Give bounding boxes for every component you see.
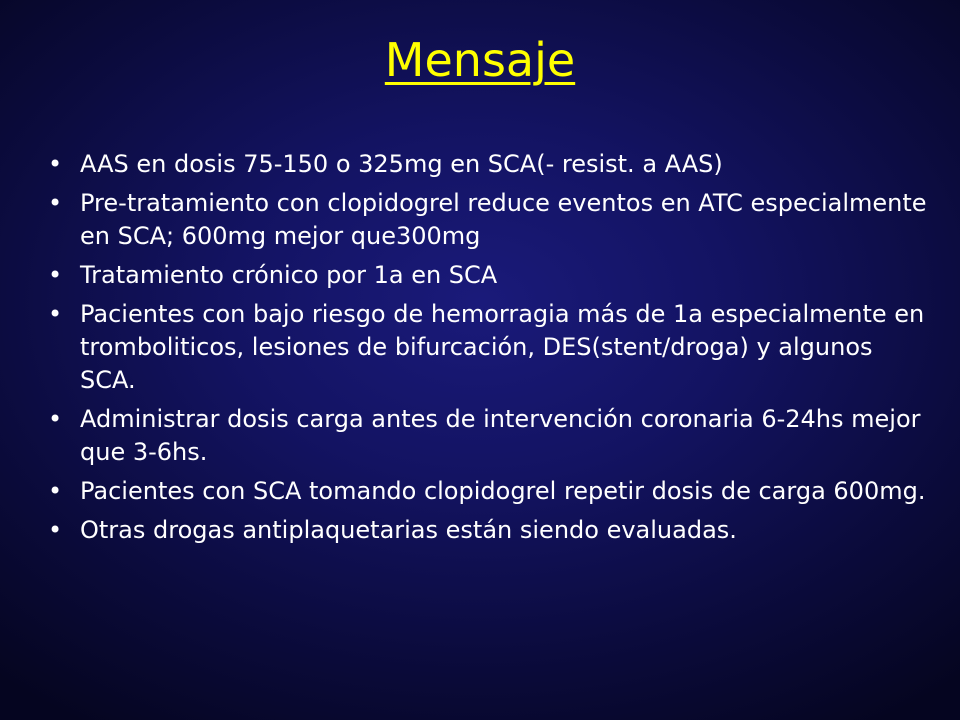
- bullet-dot-icon: •: [48, 477, 63, 505]
- bullet-item: [48, 259, 928, 292]
- bullet-item: [48, 514, 928, 547]
- bullet-item: [48, 187, 928, 253]
- bullet-text: Administrar dosis carga antes de intervención coronaria 6-24hs mejor que 3-6hs.: [80, 405, 921, 466]
- slide-title-text: Mensaje: [384, 33, 576, 87]
- bullet-text: Tratamiento crónico por 1a en SCA: [80, 261, 498, 289]
- bullet-text: AAS en dosis 75-150 o 325mg en SCA(- resist. a AAS): [80, 150, 723, 178]
- bullet-dot-icon: •: [48, 516, 63, 544]
- bullet-list: [48, 148, 928, 553]
- bullet-dot-icon: •: [48, 261, 63, 289]
- bullet-text: Otras drogas antiplaquetarias están siendo evaluadas.: [80, 516, 737, 544]
- bullet-item: [48, 475, 928, 508]
- bullet-dot-icon: •: [48, 150, 63, 178]
- bullet-dot-icon: •: [48, 405, 63, 433]
- bullet-text: Pacientes con bajo riesgo de hemorragia más de 1a especialmente en tromboliticos, lesiones de bifurcación, DES(stent/droga) y algunos SCA.: [80, 300, 925, 394]
- bullet-dot-icon: •: [48, 300, 63, 328]
- bullet-dot-icon: •: [48, 189, 63, 217]
- bullet-text: Pacientes con SCA tomando clopidogrel repetir dosis de carga 600mg.: [80, 477, 926, 505]
- slide-title: [0, 28, 960, 92]
- bullet-item: [48, 298, 928, 397]
- bullet-item: [48, 148, 928, 181]
- bullet-text: Pre-tratamiento con clopidogrel reduce eventos en ATC especialmente en SCA; 600mg mejor que300mg: [80, 189, 927, 250]
- bullet-item: [48, 403, 928, 469]
